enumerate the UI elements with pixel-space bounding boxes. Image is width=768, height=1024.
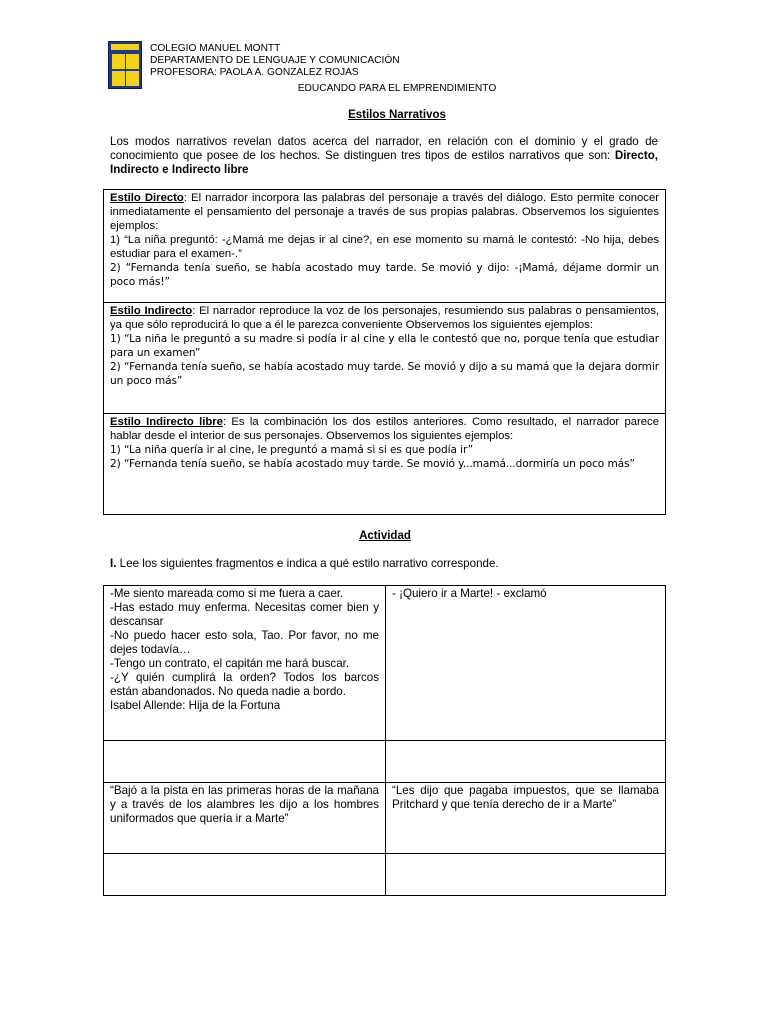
style-example: 2) “Fernanda tenía sueño, se había acostado muy tarde. Se movió y dijo: -¡Mamá, déjame dormir un poco más!” <box>110 262 659 288</box>
style-indirect-free-cell <box>104 414 665 514</box>
page-title: Estilos Narrativos <box>348 109 446 121</box>
style-name: Estilo Directo <box>110 192 184 204</box>
intro-paragraph <box>110 135 658 177</box>
style-description: : El narrador reproduce la voz de los personajes, resumiendo sus palabras o pensamientos, ya que sólo reproducirá lo que a él le parezca conveniente Observemos los siguientes ejemplos: <box>110 305 659 331</box>
style-example: 1) “La niña le preguntó a su madre si podía ir al cine y ella le contestó que no, porque tenía que estudiar para un examen” <box>110 333 659 359</box>
style-example: 2) “Fernanda tenía sueño, se había acostado muy tarde. Se movió y dijo a su mamá que la dejara dormir un poco más” <box>110 361 659 387</box>
answer-4-cell[interactable] <box>386 854 665 895</box>
answer-2-cell[interactable] <box>386 741 665 782</box>
activity-title: Actividad <box>359 530 411 542</box>
fragment-3-cell <box>104 783 385 853</box>
style-name: Estilo Indirecto <box>110 305 193 317</box>
fragment-text: “Les dijo que pagaba impuestos, que se llamaba Pritchard y que tenía derecho de ir a Marte” <box>392 784 659 811</box>
answer-1-cell[interactable] <box>104 741 385 782</box>
style-example: 1) “La niña quería ir al cine, le preguntó a mamá si si es que podía ir” <box>110 444 474 456</box>
fragment-line: -¿Y quién cumplirá la orden? Todos los barcos están abandonados. No queda nadie a bordo. <box>110 671 379 698</box>
narrative-styles-table <box>103 189 666 515</box>
style-example: 1) “La niña preguntó: -¿Mamá me dejas ir al cine?, en ese momento su mamá le contestó: -No hija, debes estudiar para el examen-.” <box>110 234 659 260</box>
fragment-1-cell <box>104 586 385 740</box>
activity-instruction <box>110 557 499 571</box>
fragment-source: Isabel Allende: Hija de la Fortuna <box>110 699 281 712</box>
fragment-2-cell <box>386 586 665 740</box>
fragment-line: -Me siento mareada como si me fuera a caer. <box>110 587 344 600</box>
fragment-line: -Has estado muy enferma. Necesitas comer bien y descansar <box>110 601 379 628</box>
fragment-text: “Bajó a la pista en las primeras horas de la mañana y a través de los alambres les dijo a los hombres uniformados que quería ir a Marte” <box>110 784 379 825</box>
style-example: 2) “Fernanda tenía sueño, se había acostado muy tarde. Se movió y...mamá...dormiría un poco más” <box>110 458 635 470</box>
fragment-line: -No puedo hacer esto sola, Tao. Por favor, no me dejes todavía… <box>110 629 379 656</box>
style-description: : El narrador incorpora las palabras del personaje a través del diálogo. Esto permite conocer inmediatamente el pensamiento del personaje a través de sus propias palabras. Observemos los siguientes ejemplos: <box>110 192 659 232</box>
intro-styles-list: Directo, Indirecto e Indirecto libre <box>110 149 658 176</box>
intro-text: Los modos narrativos revelan datos acerca del narrador, en relación con el dominio y el grado de conocimiento que posee de los hechos. Se distinguen tres tipos de estilos narrativos que son: <box>110 135 658 162</box>
activity-table <box>103 585 666 896</box>
style-direct-cell <box>104 190 665 303</box>
school-header <box>150 43 400 79</box>
school-motto: EDUCANDO PARA EL EMPRENDIMIENTO <box>297 83 497 94</box>
fragment-text: - ¡Quiero ir a Marte! - exclamó <box>392 587 547 600</box>
department-name: DEPARTAMENTO DE LENGUAJE Y COMUNICACIÓN <box>150 55 400 66</box>
teacher-name: PROFESORA: PAOLA A. GONZALEZ ROJAS <box>150 67 359 78</box>
school-name: COLEGIO MANUEL MONTT <box>150 43 281 54</box>
style-indirect-cell <box>104 303 665 414</box>
fragment-4-cell <box>386 783 665 853</box>
instruction-number: I. <box>110 557 117 570</box>
style-description: : Es la combinación los dos estilos anteriores. Como resultado, el narrador parece hablar desde el interior de sus personajes. Observemos los siguientes ejemplos: <box>110 416 659 442</box>
answer-3-cell[interactable] <box>104 854 385 895</box>
fragment-line: -Tengo un contrato, el capitán me hará buscar. <box>110 657 350 670</box>
style-name: Estilo Indirecto libre <box>110 416 223 428</box>
instruction-text: Lee los siguientes fragmentos e indica a qué estilo narrativo corresponde. <box>116 557 499 570</box>
